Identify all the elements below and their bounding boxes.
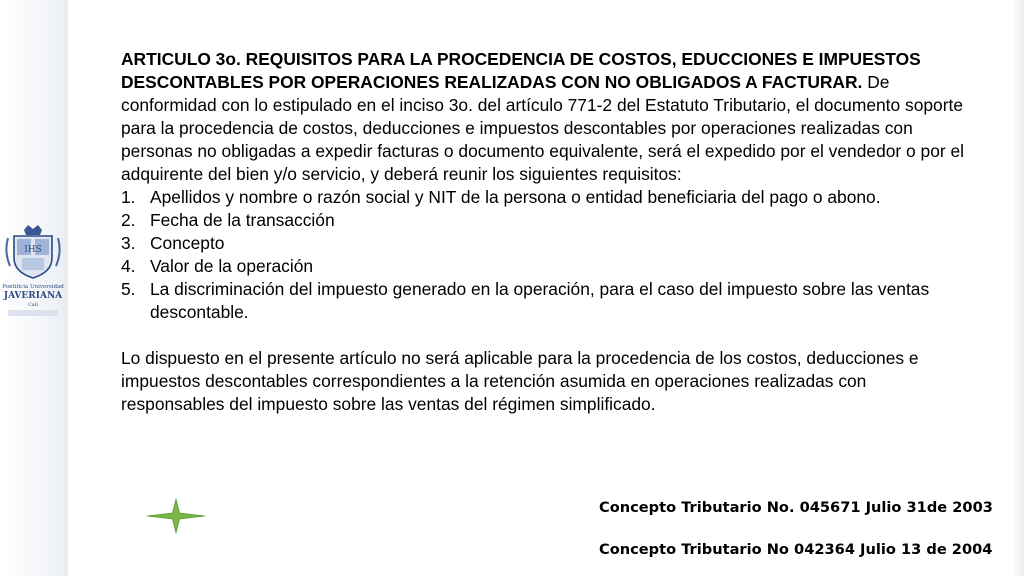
list-item <box>121 186 971 209</box>
article-heading: ARTICULO 3o. REQUISITOS PARA LA PROCEDENCIA DE COSTOS, EDUCCIONES E IMPUESTOS DESCONTABLES POR OPERACIONES REALIZADAS CON NO OBLIGADOS A FACTURAR. <box>121 49 921 92</box>
list-item-text: Concepto <box>150 233 225 253</box>
reference-concepto-2: Concepto Tributario No 042364 Julio 13 de 2004 <box>599 541 993 558</box>
list-item-number: 5. <box>121 279 136 299</box>
list-item-number: 3. <box>121 233 136 253</box>
list-item-text: Valor de la operación <box>150 256 314 276</box>
list-item <box>121 255 971 278</box>
university-logo <box>2 222 64 322</box>
university-crest-icon <box>2 222 64 322</box>
list-item-number: 4. <box>121 256 136 276</box>
list-item <box>121 209 971 232</box>
star-shape <box>146 498 206 534</box>
list-item-number: 1. <box>121 187 136 207</box>
logo-line1: Pontificia Universidad <box>2 284 64 290</box>
logo-line2: JAVERIANA <box>3 291 63 301</box>
list-item <box>121 232 971 255</box>
list-item-text: Apellidos y nombre o razón social y NIT de la persona o entidad beneficiaria del pago o abono. <box>150 187 881 207</box>
navigation-star-icon[interactable] <box>146 498 206 534</box>
svg-text:IHS: IHS <box>24 245 42 255</box>
list-item-text: Fecha de la transacción <box>150 210 335 230</box>
closing-paragraph: Lo dispuesto en el presente artículo no será aplicable para la procedencia de los costos, deducciones e impuestos descontables correspondientes a la retención asumida en operaciones realizadas con responsables del impuesto sobre las ventas del régimen simplificado. <box>121 348 919 414</box>
list-item-text: La discriminación del impuesto generado en la operación, para el caso del impuesto sobre las ventas descontable. <box>150 279 930 322</box>
list-item-number: 2. <box>121 210 136 230</box>
reference-concepto-1: Concepto Tributario No. 045671 Julio 31de 2003 <box>599 499 993 516</box>
article-text <box>121 48 971 416</box>
logo-line3: Cali <box>27 302 39 308</box>
right-decorative-strip <box>1012 0 1024 576</box>
paragraph-gap <box>121 324 971 347</box>
requirements-list <box>121 186 971 324</box>
list-item <box>121 278 971 324</box>
article-paragraph <box>121 48 971 186</box>
article-intro: De conformidad con lo estipulado en el inciso 3o. del artículo 771-2 del Estatuto Tributario, el documento soporte para la procedencia de costos, deducciones e impuestos descontables por operaciones realizadas con personas no obligadas a expedir facturas o documento equivalente, será el expedido por el vendedor o por el adquirente del bien y/o servicio, y deberá reunir los siguientes requisitos: <box>121 72 965 184</box>
